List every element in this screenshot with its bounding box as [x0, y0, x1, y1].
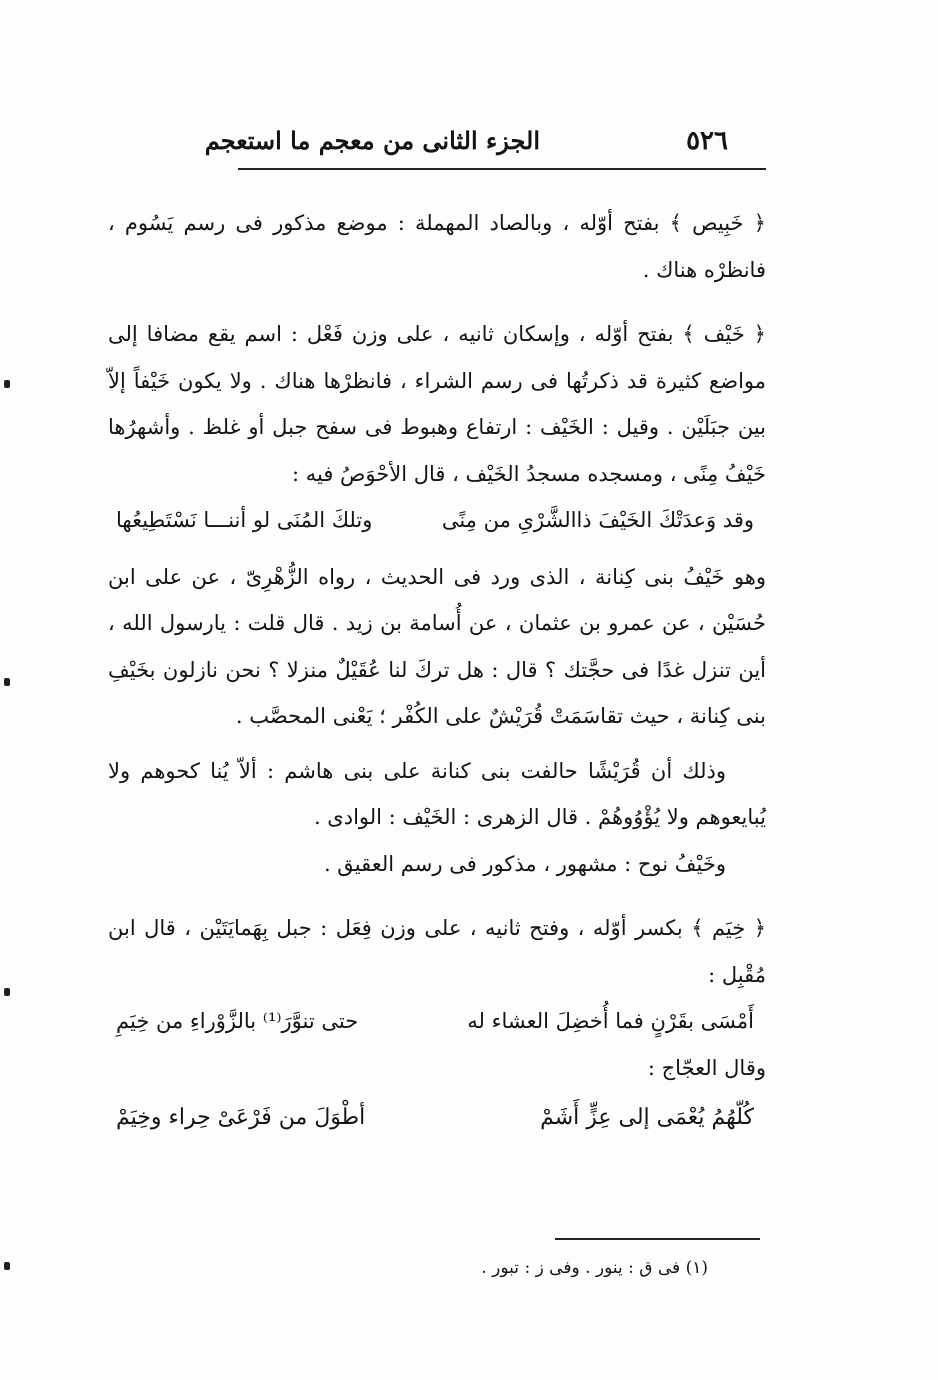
hemistich-second: أطْوَلَ من فَرْعَىْ حِراء وخِيَمْ	[116, 1105, 366, 1130]
footnote-rule	[555, 1238, 760, 1240]
edge-mark	[4, 988, 10, 996]
hemistich-second: حتى تنوَّرَ⁽¹⁾ بالزَّوْراءِ من خِيَمِ	[116, 1009, 359, 1033]
page-number: ٥٢٦	[686, 126, 728, 156]
entry-paragraph: وهو خَيْفُ بنى كِنانة ، الذى ورد فى الحديث ، رواه الزُّهْرِىّ ، عن على ابن حُسَيْن ، عن عمرو بن عثمان ، عن أُسامة بن زيد . قال قلت : يارسول الله ، أين تنزل غدًا فى حجَّتك ؟ قال : هل تركَ لنا عُقَيْلٌ منزلا ؟ نحن نازلون بخَيْفِ بنى كِنانة ، حيث تقاسَمَتْ قُرَيْشٌ على الكُفْر ؛ يَعْنى المحصَّب .	[108, 564, 766, 728]
verse-line	[108, 1095, 766, 1142]
footnote: (١) فى ق : ينور . وفى ز : تبور .	[481, 1258, 708, 1278]
entry-paragraph: ﴿ خَيْف ﴾ بفتح أوّله ، وإسكان ثانيه ، على وزن فَعْل : اسم يقع مضافا إلى مواضع كثيرة قد ذكرتُها فى رسم الشراء ، فانظرْها هناك . ولا يكون خَيْفاً إلاّ بين جبَلَيْن . وقيل : الخَيْف : ارتفاع وهبوط فى سفح جبل أو غلظ . وأشهرُها خَيْفُ مِنًى ، ومسجده مسجدُ الخَيْف ، قال الأحْوَصُ فيه :	[108, 322, 766, 486]
running-title: الجزء الثانى من معجم ما استعجم	[204, 126, 540, 155]
verse-line	[108, 998, 766, 1045]
entry-paragraph: وخَيْفُ نوح : مشهور ، مذكور فى رسم العقيق .	[323, 851, 726, 876]
page-header	[204, 118, 766, 170]
verse-line	[108, 497, 766, 544]
edge-mark	[4, 1262, 10, 1270]
entry-paragraph: ﴿ خِيَم ﴾ بكسر أوّله ، وفتح ثانيه ، على وزن فِعَل : جبل بِهَمايَتَيْن ، قال ابن مُقْبِل :	[108, 916, 766, 987]
edge-mark	[4, 678, 10, 686]
header-rule	[238, 168, 766, 170]
entry-paragraph: وذلك أن قُرَيْشًا حالفت بنى كنانة على بنى هاشم : ألاّ يُنا كحوهم ولا يُبايعوهم ولا يُؤْوُوهُمْ . قال الزهرى : الخَيْف : الوادى .	[108, 758, 766, 829]
entry-paragraph: وقال العجّاج :	[647, 1055, 766, 1080]
hemistich-first: كُلّهُمُ يُعْمَى إلى عِزٍّ أَشَمْ	[540, 1105, 754, 1130]
entry-paragraph: ﴿ خَبِيص ﴾ بفتح أوّله ، وبالصاد المهملة : موضع مذكور فى رسم يَسُوم ، فانظرْه هناك .	[108, 211, 766, 282]
entry-khayf	[108, 311, 766, 887]
hemistich-first: وقد وَعدَتْكَ الخَيْفَ ذاالشَّرْىِ من مِنًى	[441, 508, 754, 532]
entry-khaym	[108, 905, 766, 1142]
entry-khabis	[108, 200, 766, 293]
hemistich-first: أَمْسَى بقَرْنٍ فما أُخضِلَ العشاء له	[467, 1009, 754, 1033]
main-text	[108, 200, 766, 1160]
hemistich-second: وتلكَ المُنَى لو أننـــا نَسْتَطِيعُها	[116, 508, 373, 532]
edge-mark	[4, 380, 10, 388]
